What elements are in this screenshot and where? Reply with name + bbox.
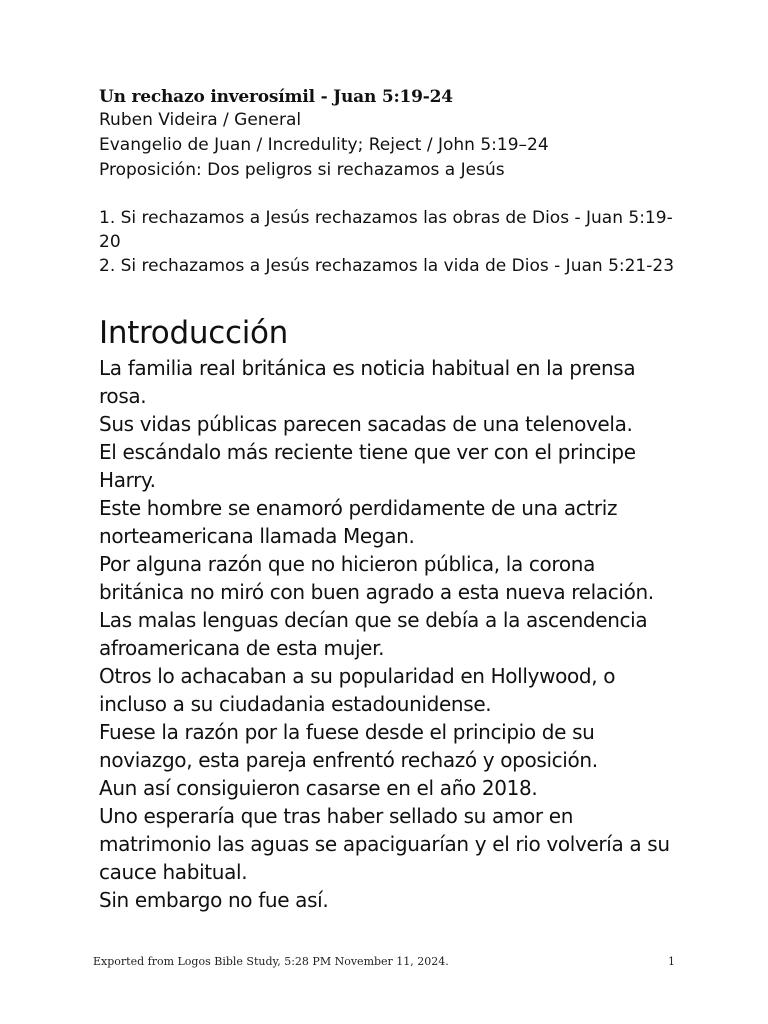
paragraph: El escándalo más reciente tiene que ver con el principe Harry. [99, 440, 636, 492]
outline-point-1: 1. Si rechazamos a Jesús rechazamos las obras de Dios - Juan 5:19-20 [99, 208, 673, 252]
proposition-line: Proposición: Dos peligros si rechazamos a Jesús [99, 160, 505, 180]
paragraph: Sus vidas públicas parecen sacadas de una telenovela. [99, 412, 633, 436]
topics-line: Evangelio de Juan / Incredulity; Reject / John 5:19–24 [99, 135, 549, 155]
document-title: Un rechazo inverosímil - Juan 5:19-24 [99, 87, 453, 107]
paragraph: Aun así consiguieron casarse en el año 2018. [99, 776, 538, 800]
page-footer [93, 955, 675, 969]
export-note: Exported from Logos Bible Study, 5:28 PM November 11, 2024. [93, 955, 449, 968]
author-line: Ruben Videira / General [99, 110, 302, 130]
paragraph: Por alguna razón que no hicieron pública, la corona británica no miró con buen agrado a esta nueva relación. [99, 552, 654, 604]
page-number: 1 [668, 955, 675, 968]
section-heading: Introducción [99, 315, 289, 351]
paragraph: Otros lo achacaban a su popularidad en Hollywood, o incluso a su ciudadania estadounidense. [99, 664, 616, 716]
paragraph: Fuese la razón por la fuese desde el principio de su noviazgo, esta pareja enfrentó rechazó y oposición. [99, 720, 598, 772]
paragraph: Uno esperaría que tras haber sellado su amor en matrimonio las aguas se apaciguarían y el rio volvería a su cauce habitual. [99, 804, 670, 884]
sermon-outline [99, 206, 679, 278]
introduction-body [99, 354, 679, 914]
paragraph: Este hombre se enamoró perdidamente de una actriz norteamericana llamada Megan. [99, 496, 618, 548]
paragraph: Las malas lenguas decían que se debía a la ascendencia afroamericana de esta mujer. [99, 608, 648, 660]
paragraph: Sin embargo no fue así. [99, 888, 329, 912]
document-page [99, 86, 679, 914]
outline-point-2: 2. Si rechazamos a Jesús rechazamos la vida de Dios - Juan 5:21-23 [99, 256, 675, 276]
paragraph: La familia real británica es noticia habitual en la prensa rosa. [99, 356, 636, 408]
